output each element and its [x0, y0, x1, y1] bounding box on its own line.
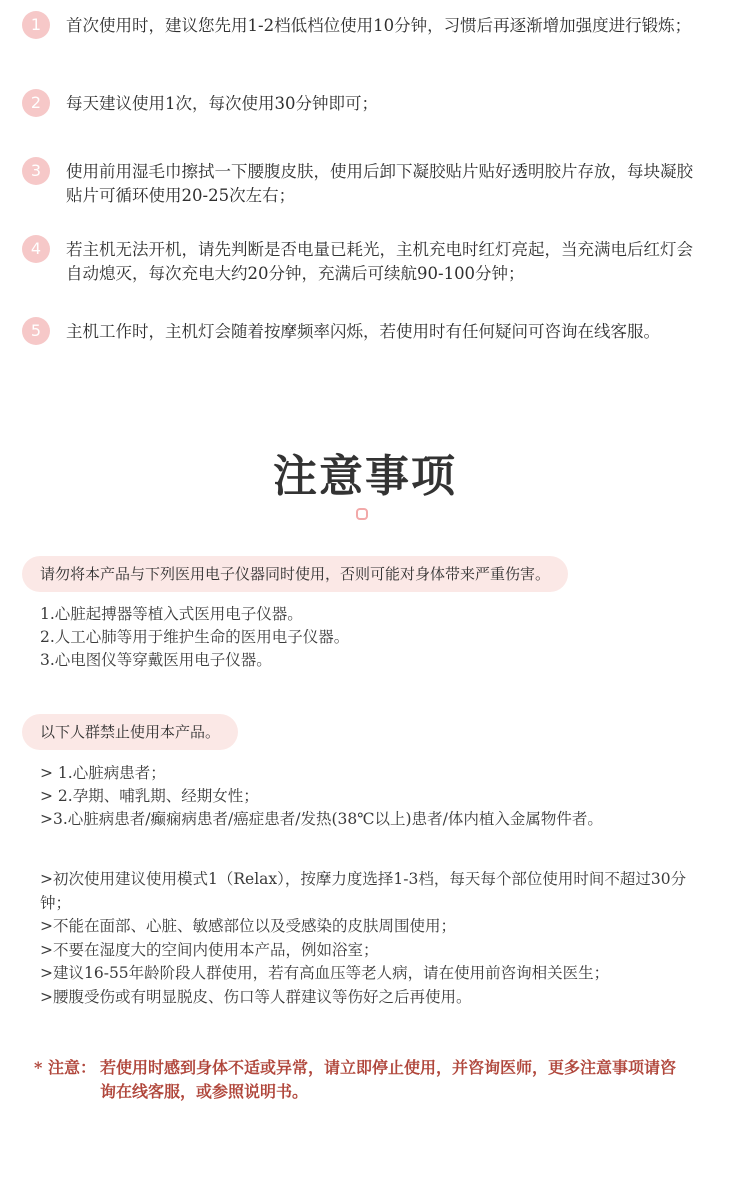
list-item: >3.心脏病患者/癫痫病患者/癌症患者/发热(38℃以上)患者/体内植入金属物件者。: [40, 810, 603, 828]
caution-text: 若使用时感到身体不适或异常，请立即停止使用，并咨询医师，更多注意事项请咨询在线客服，或参照说明书。: [100, 1058, 677, 1101]
step-text: 主机工作时，主机灯会随着按摩频率闪烁，若使用时有任何疑问可咨询在线客服。: [66, 322, 660, 341]
caution-prefix: * 注意：: [34, 1058, 96, 1077]
warning-devices-heading: 请勿将本产品与下列医用电子仪器同时使用，否则可能对身体带来严重伤害。: [22, 556, 568, 592]
step-number-badge: 1: [22, 11, 50, 39]
step-text: 首次使用时，建议您先用1-2档低档位使用10分钟，习惯后再逐渐增加强度进行锻炼；: [66, 16, 692, 35]
prohibited-groups-list: [40, 762, 710, 831]
list-item: >初次使用建议使用模式1（Relax），按摩力度选择1-3档，每天每个部位使用时间不超过30分钟；: [40, 870, 687, 912]
usage-tips-list: [40, 868, 710, 1009]
step-number-badge: 2: [22, 89, 50, 117]
list-item: > 2.孕期、哺乳期、经期女性；: [40, 787, 259, 805]
warning-devices-list: [40, 603, 710, 672]
step-text: 若主机无法开机，请先判断是否电量已耗光，主机充电时红灯亮起，当充满电后红灯会自动熄灭，每次充电大约20分钟，充满后可续航90-100分钟；: [66, 240, 693, 283]
notice-title: 注意事项: [273, 451, 457, 502]
list-item: >不能在面部、心脏、敏感部位以及受感染的皮肤周围使用；: [40, 917, 456, 935]
list-item: >不要在湿度大的空间内使用本产品，例如浴室；: [40, 940, 379, 959]
list-item: >建议16-55年龄阶段人群使用，若有高血压等老人病，请在使用前咨询相关医生；: [40, 964, 610, 982]
step-number-badge: 4: [22, 235, 50, 263]
list-item: >腰腹受伤或有明显脱皮、伤口等人群建议等伤好之后再使用。: [40, 987, 472, 1006]
step-number-badge: 5: [22, 317, 50, 345]
step-text: 每天建议使用1次，每次使用30分钟即可；: [66, 94, 378, 113]
list-item: 2.人工心肺等用于维护生命的医用电子仪器。: [40, 628, 350, 646]
prohibited-groups-heading: 以下人群禁止使用本产品。: [22, 714, 238, 750]
list-item: 1.心脏起搏器等植入式医用电子仪器。: [40, 605, 303, 623]
step-number-badge: 3: [22, 157, 50, 185]
list-item: > 1.心脏病患者；: [40, 764, 166, 782]
list-item: 3.心电图仪等穿戴医用电子仪器。: [40, 651, 272, 669]
step-text: 使用前用湿毛巾擦拭一下腰腹皮肤，使用后卸下凝胶贴片贴好透明胶片存放，每块凝胶贴片可循环使用20-25次左右；: [66, 162, 693, 205]
title-ornament-icon: [356, 508, 368, 520]
